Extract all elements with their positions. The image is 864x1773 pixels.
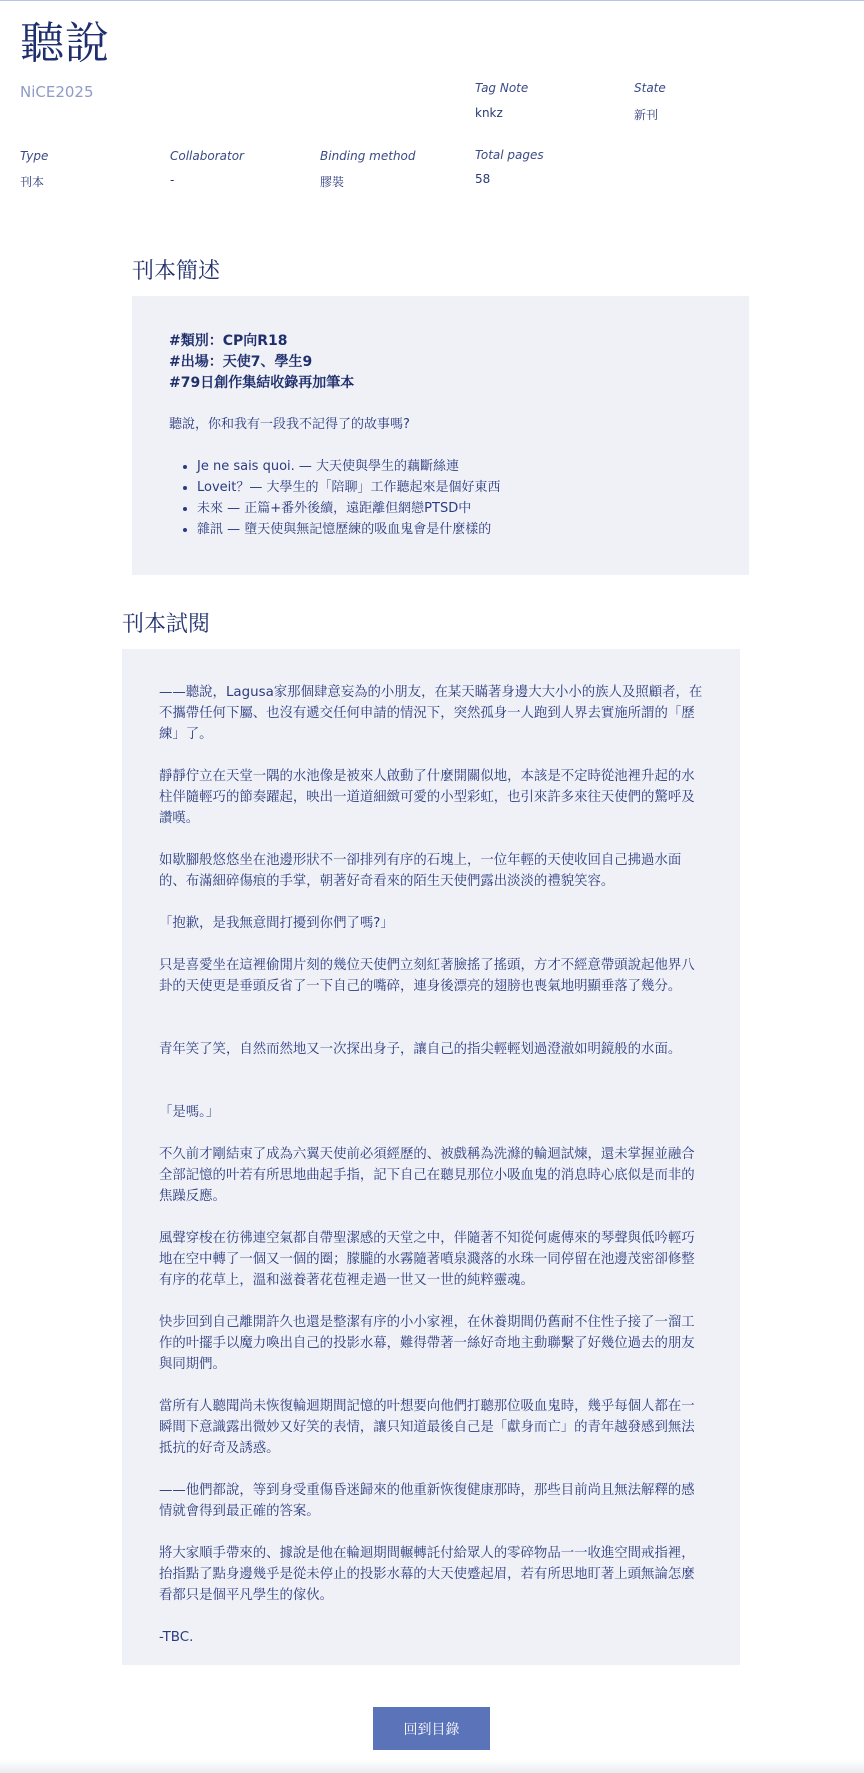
excerpt-paragraph: 只是喜愛坐在這裡偷閒片刻的幾位天使們立刻紅著臉搖了搖頭，方才不經意帶頭說起他界八卦的天使更是垂頭反省了一下自己的嘴碎，連身後漂亮的翅膀也喪氣地明顯垂落了幾分。 <box>159 958 695 994</box>
story-list <box>169 456 501 540</box>
tag-note-value: knkz <box>475 106 503 120</box>
excerpt-paragraph: 「抱歉，是我無意間打擾到你們了嗎?」 <box>159 916 394 931</box>
tag-note-label: Tag Note <box>475 81 529 95</box>
binding-label: Binding method <box>320 149 416 163</box>
excerpt-panel <box>122 649 740 1665</box>
excerpt-paragraph: 靜靜佇立在天堂一隅的水池像是被來人啟動了什麼開關似地，本該是不定時從池裡升起的水柱伴隨輕巧的節奏躍起，映出一道道細緻可愛的小型彩虹，也引來許多來往天使們的驚呼及讚嘆。 <box>159 769 695 826</box>
excerpt-paragraph: ——他們都說，等到身受重傷昏迷歸來的他重新恢復健康那時，那些目前尚且無法解釋的感情就會得到最正確的答案。 <box>159 1483 695 1519</box>
tag-characters: #出場：天使7、學生9 <box>169 354 313 370</box>
list-item: • 未來 — 正篇+番外後續，遠距離但網戀PTSD中 <box>197 498 501 519</box>
excerpt-title: 刊本試閱 <box>122 612 211 637</box>
excerpt-paragraph: 將大家順手帶來的、據說是他在輪迴期間輾轉託付給眾人的零碎物品一一收進空間戒指裡，抬指點了點身邊幾乎是從未停止的投影水幕的大天使蹙起眉，若有所思地盯著上頭無論怎麼看都只是個平凡學生的傢伙。 <box>159 1546 695 1603</box>
state-value: 新刊 <box>634 108 659 122</box>
page-title: 聽說 <box>20 18 110 69</box>
binding-value: 膠裝 <box>320 175 345 189</box>
type-label: Type <box>20 149 49 163</box>
list-item: • 雜訊 — 墮天使與無記憶歷練的吸血鬼會是什麼樣的 <box>197 519 501 540</box>
excerpt-paragraph: 快步回到自己離開許久也還是整潔有序的小小家裡，在休養期間仍舊耐不住性子接了一溜工作的叶擺手以魔力喚出自己的投影水幕，難得帶著一絲好奇地主動聯繫了好幾位過去的朋友與同期們。 <box>159 1315 695 1372</box>
back-to-index-button[interactable]: 回到目錄 <box>373 1707 490 1750</box>
type-value: 刊本 <box>20 175 45 189</box>
excerpt-paragraph: 如歇腳般悠悠坐在池邊形狀不一卻排列有序的石塊上，一位年輕的天使收回自己拂過水面的、布滿細碎傷痕的手掌，朝著好奇看來的陌生天使們露出淡淡的禮貌笑容。 <box>159 853 682 889</box>
list-item: • Je ne sais quoi. — 大天使與學生的藕斷絲連 <box>197 456 501 477</box>
excerpt-tbc: -TBC. <box>159 1630 194 1645</box>
state-label: State <box>634 81 666 95</box>
summary-title: 刊本簡述 <box>132 259 221 284</box>
tag-category: #類別：CP向R18 <box>169 333 288 349</box>
excerpt-paragraph: ——聽說，Lagusa家那個肆意妄為的小朋友，在某天瞞著身邊大大小小的族人及照顧者，在不攜帶任何下屬、也沒有遞交任何申請的情況下，突然孤身一人跑到人界去實施所謂的「歷練」了。 <box>159 685 703 742</box>
pages-value: 58 <box>475 172 491 186</box>
bottom-edge <box>0 1760 864 1773</box>
excerpt-paragraph: 風聲穿梭在彷彿連空氣都自帶聖潔感的天堂之中，伴隨著不知從何處傳來的琴聲與低吟輕巧地在空中轉了一個又一個的圈；朦朧的水霧隨著噴泉濺落的水珠一同停留在池邊茂密卻修整有序的花草上，溫和滋養著花苞裡走過一世又一世的純粹靈魂。 <box>159 1231 695 1288</box>
excerpt-paragraph: 不久前才剛結束了成為六翼天使前必須經歷的、被戲稱為洗滌的輪迴試煉，還未掌握並融合全部記憶的叶若有所思地曲起手指，記下自己在聽見那位小吸血鬼的消息時心底似是而非的焦躁反應。 <box>159 1147 695 1204</box>
tag-collection: #79日創作集結收錄再加筆本 <box>169 375 355 391</box>
excerpt-paragraph: 「是嗎。」 <box>159 1105 220 1120</box>
excerpt-paragraph: 青年笑了笑，自然而然地又一次探出身子，讓自己的指尖輕輕划過澄澈如明鏡般的水面。 <box>159 1042 682 1057</box>
summary-intro: 聽說，你和我有一段我不記得了的故事嗎? <box>169 417 410 432</box>
event-name: NiCE2025 <box>20 83 94 101</box>
collaborator-value: - <box>170 173 175 187</box>
pages-label: Total pages <box>475 148 544 162</box>
top-border <box>0 0 864 1</box>
summary-panel <box>132 296 749 575</box>
excerpt-paragraph: 當所有人聽聞尚未恢復輪迴期間記憶的叶想要向他們打聽那位吸血鬼時，幾乎每個人都在一瞬間下意識露出微妙又好笑的表情，讓只知道最後自己是「獻身而亡」的青年越發感到無法抵抗的好奇及誘惑。 <box>159 1399 695 1456</box>
list-item: • Loveit？— 大學生的「陪聊」工作聽起來是個好東西 <box>197 477 501 498</box>
collaborator-label: Collaborator <box>170 149 244 163</box>
